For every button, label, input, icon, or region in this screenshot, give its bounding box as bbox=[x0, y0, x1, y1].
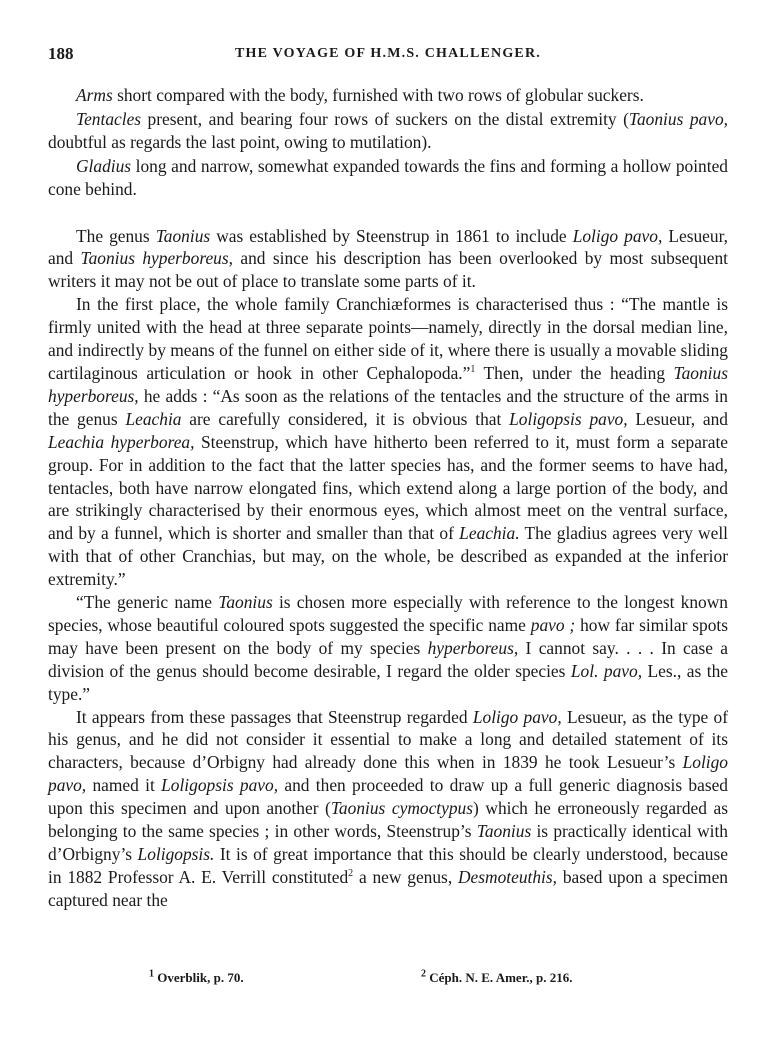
page-header bbox=[48, 44, 728, 68]
term: Tentacles bbox=[76, 108, 142, 129]
paragraph-genus: The genus Taonius was established by Steenstrup in 1861 to include Loligo pavo, Lesueur, and Taonius hyperboreus, and since his description has been overlooked by most subsequent writers it may not be out of place to translate some parts of it. bbox=[48, 225, 729, 292]
footnotes bbox=[48, 970, 728, 990]
footnote-2: $^2$ Céph. N. E. Amer., p. 216. bbox=[421, 968, 573, 985]
footnote-1: $^1$ Overblik, p. 70. bbox=[149, 968, 244, 985]
page-number: 188 bbox=[48, 44, 74, 63]
footnote-ref: 1 bbox=[470, 364, 476, 376]
term: Gladius bbox=[76, 155, 132, 176]
definition-arms: Arms short compared with the body, furnished with two rows of globular suckers. bbox=[76, 85, 644, 105]
term: Arms bbox=[76, 85, 113, 105]
running-title: THE VOYAGE OF H.M.S. CHALLENGER. bbox=[235, 46, 541, 61]
definition-tentacles: Tentacles present, and bearing four rows of suckers on the distal extremity (Taonius pavo, doubtful as regards the last point, owing to mutilation). bbox=[48, 108, 728, 152]
paragraph-steenstrup: It appears from these passages that Steenstrup regarded Loligo pavo, Lesueur, as the type of his genus, and he did not consider it essential to make a long and detailed statement of its characters, because d’Orbigny had already done this when in 1839 he took Lesueur’s Loligo pavo, named it Loligopsis pavo, and then proceeded to draw up a full generic diagnosis based upon this specimen and upon another (Taonius cymoctypus) which he erroneously regarded as belonging to the same species ; in other words, Steenstrup’s Taonius is practically identical with d’Orbigny’s Loligopsis. It is of great importance that this should be clearly understood, because in 1882 Professor A. E. Verrill constituted$^2$ a new genus, Desmoteuthis, based upon a specimen captured near the bbox=[48, 706, 729, 910]
definition-gladius: Gladius long and narrow, somewhat expanded towards the fins and forming a hollow pointed cone behind. bbox=[48, 155, 728, 199]
paragraph-generic-name: “The generic name Taonius is chosen more especially with reference to the longest known species, whose beautiful coloured spots suggested the specific name pavo ; how far similar spots may have been present on the body of my species hyperboreus, I cannot say. . . . In case a division of the genus should become desirable, I regard the older species Lol. pavo, Les., as the type.” bbox=[48, 592, 729, 704]
paragraph-cranchiaeformes: In the first place, the whole family Cranchiæformes is characterised thus : “The mantle is firmly united with the head at three separate points—namely, directly in the dorsal median line, and indirectly by means of the funnel on either side of it, where there is usually a movable sliding cartilaginous articulation or hook in other Cephalopoda.”$^1$ Then, under the heading Taonius hyperboreus, he adds : “As soon as the relations of the tentacles and the structure of the arms in the genus Leachia are carefully considered, it is obvious that Loligopsis pavo, Lesueur, and Leachia hyperborea, Steenstrup, which have hitherto been referred to it, must form a separate group. For in addition to the fact that the latter species has, and the former seems to have had, tentacles, both have narrow elongated fins, which extend along a large portion of the body, and are strikingly characterised by their enormous eyes, which almost meet on the ventral surface, and by a funnel, which is shorter and smaller than that of Leachia. The gladius agrees very well with that of other Cranchias, but may, on the whole, be described as expanded at the inferior extremity.” bbox=[48, 294, 728, 590]
footnote-ref: 2 bbox=[348, 868, 354, 880]
body-text bbox=[48, 84, 728, 912]
